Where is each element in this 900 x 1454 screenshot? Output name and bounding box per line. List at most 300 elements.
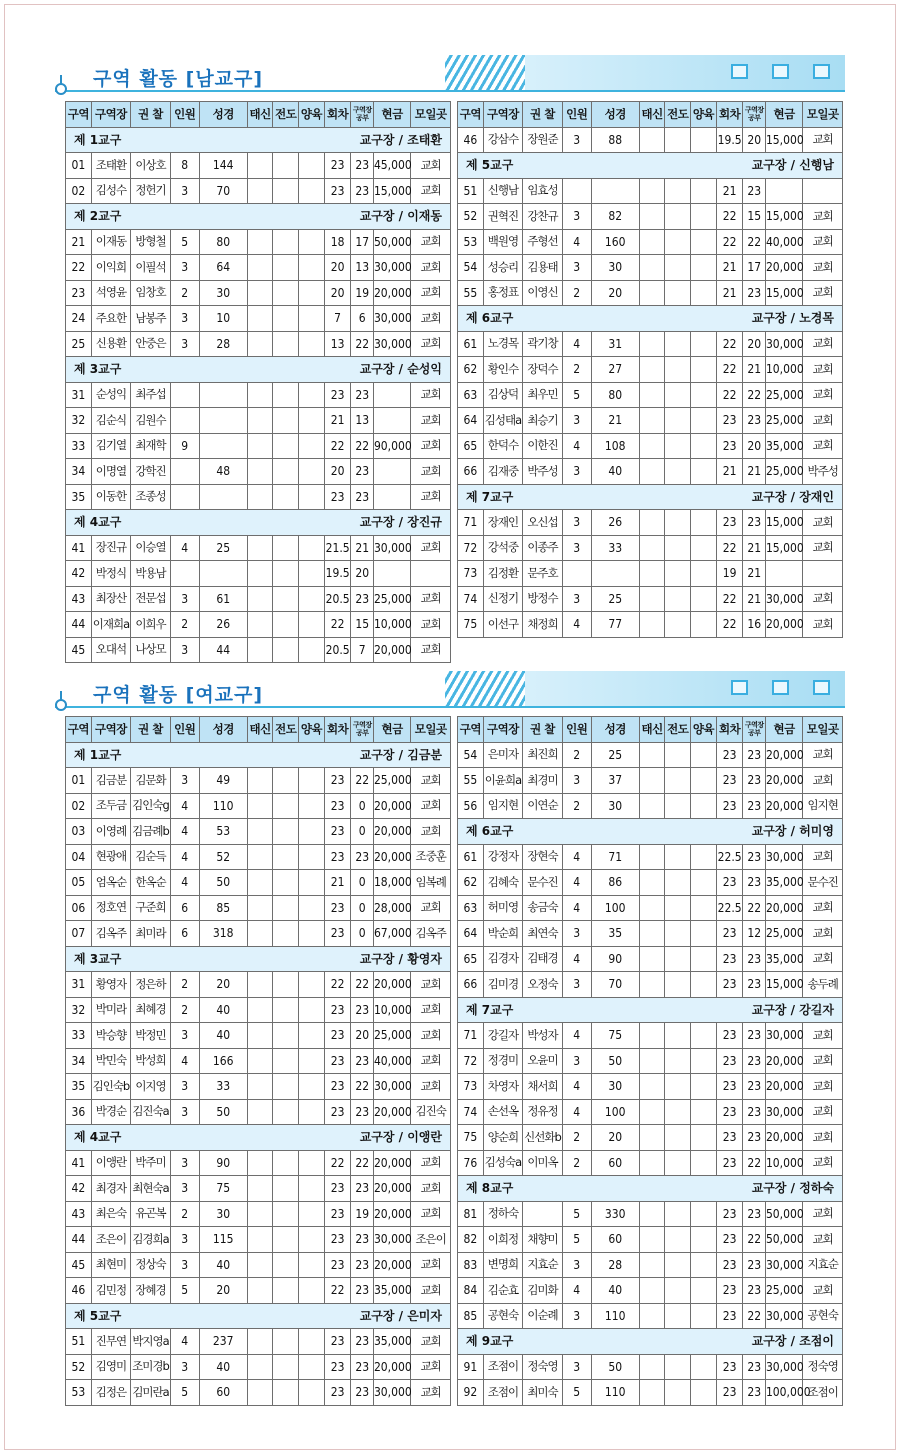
cell-newcomer (639, 1074, 665, 1100)
cell-offering: 10,000 (373, 997, 410, 1023)
cell-sessions: 22 (716, 357, 743, 383)
cell-assistant: 김원수 (131, 408, 171, 434)
group-title: 제 6교구 (466, 311, 514, 326)
cell-members: 4 (170, 1329, 199, 1355)
cell-newcomer (247, 997, 273, 1023)
cell-nurture (299, 306, 325, 332)
cell-leader: 오대석 (91, 637, 131, 663)
cell-members: 3 (170, 1099, 199, 1125)
cell-members: 3 (170, 1354, 199, 1380)
cell-sessions: 23 (716, 433, 743, 459)
cell-newcomer (639, 459, 665, 485)
cell-newcomer (247, 1048, 273, 1074)
cell-members: 3 (562, 972, 591, 998)
cell-district-no: 51 (458, 178, 484, 204)
group-title: 제 8교구 (466, 1181, 514, 1196)
cell-newcomer (247, 280, 273, 306)
cell-district-no: 66 (458, 972, 484, 998)
cell-newcomer (639, 510, 665, 536)
cell-nurture (691, 382, 717, 408)
group-row (66, 204, 451, 230)
table-row (458, 408, 843, 434)
cell-members (562, 561, 591, 587)
column-header-newcomer: 태신 (639, 102, 665, 128)
cell-meeting-place: 교회 (411, 178, 451, 204)
cell-study: 21 (351, 535, 373, 561)
column-header-evangelism: 전도 (273, 102, 299, 128)
cell-newcomer (639, 1303, 665, 1329)
cell-meeting-place: 교회 (803, 204, 843, 230)
cell-assistant: 구준희 (131, 895, 171, 921)
cell-district-no: 35 (66, 1074, 92, 1100)
table-row (458, 459, 843, 485)
cell-bible: 75 (199, 1176, 247, 1202)
cell-offering (373, 561, 410, 587)
cell-bible: 26 (199, 612, 247, 638)
cell-newcomer (639, 1125, 665, 1151)
cell-offering: 35,000 (765, 946, 802, 972)
cell-district-no: 32 (66, 408, 92, 434)
cell-nurture (299, 1227, 325, 1253)
cell-assistant: 곽기창 (523, 331, 563, 357)
cell-study: 13 (351, 408, 373, 434)
group-leader: 교구장 / 강길자 (751, 1002, 834, 1017)
cell-nurture (691, 1227, 717, 1253)
cell-members: 3 (170, 637, 199, 663)
cell-study: 6 (351, 306, 373, 332)
cell-evangelism (665, 510, 691, 536)
square-icon (731, 680, 748, 695)
table-row (66, 819, 451, 845)
cell-meeting-place: 교회 (803, 255, 843, 281)
table-row (66, 459, 451, 485)
cell-assistant: 김미란a (131, 1380, 171, 1406)
cell-newcomer (639, 870, 665, 896)
cell-members: 2 (562, 1150, 591, 1176)
cell-bible: 25 (591, 586, 639, 612)
cell-members: 3 (170, 1176, 199, 1202)
cell-members: 3 (170, 1227, 199, 1253)
cell-district-no: 56 (458, 793, 484, 819)
table-row (458, 1354, 843, 1380)
cell-evangelism (665, 972, 691, 998)
cell-study: 0 (351, 895, 373, 921)
cell-members: 5 (562, 1380, 591, 1406)
cell-offering: 20,000 (373, 1150, 410, 1176)
cell-sessions: 22 (324, 972, 351, 998)
cell-nurture (691, 895, 717, 921)
cell-bible: 20 (199, 1278, 247, 1304)
cell-district-no: 61 (458, 331, 484, 357)
cell-leader: 박순희 (483, 921, 523, 947)
cell-members: 5 (562, 1227, 591, 1253)
cell-evangelism (273, 1252, 299, 1278)
cell-newcomer (247, 1023, 273, 1049)
cell-bible: 20 (591, 280, 639, 306)
cell-members (170, 561, 199, 587)
table-row (66, 793, 451, 819)
column-header-evangelism: 전도 (665, 717, 691, 743)
cell-bible: 80 (199, 229, 247, 255)
cell-study: 22 (351, 433, 373, 459)
cell-bible: 44 (199, 637, 247, 663)
table-row (458, 1380, 843, 1406)
cell-offering: 25,000 (373, 1023, 410, 1049)
column-header-nurture: 양육 (299, 102, 325, 128)
cell-bible: 40 (199, 1252, 247, 1278)
cell-leader: 김재중 (483, 459, 523, 485)
table-row (458, 382, 843, 408)
cell-offering: 20,000 (373, 972, 410, 998)
cell-leader: 김민정 (91, 1278, 131, 1304)
cell-sessions: 22.5 (716, 844, 743, 870)
cell-study: 23 (351, 1176, 373, 1202)
cell-leader: 성승리 (483, 255, 523, 281)
cell-leader: 박민숙 (91, 1048, 131, 1074)
cell-offering: 20,000 (373, 1354, 410, 1380)
cell-assistant: 채정희 (523, 612, 563, 638)
cell-newcomer (247, 793, 273, 819)
table-row (66, 1329, 451, 1355)
cell-nurture (299, 844, 325, 870)
group-leader: 교구장 / 노경목 (751, 311, 834, 326)
group-title: 제 4교구 (74, 515, 122, 530)
cell-bible (591, 178, 639, 204)
column-header-district-no: 구역 (66, 102, 92, 128)
cell-assistant: 최진희 (523, 742, 563, 768)
column-header-bible: 성경 (199, 102, 247, 128)
cell-leader: 이윤희a (483, 768, 523, 794)
cell-district-no: 22 (66, 255, 92, 281)
cell-evangelism (273, 1150, 299, 1176)
cell-newcomer (247, 408, 273, 434)
cell-offering: 30,000 (373, 535, 410, 561)
group-leader: 교구장 / 장재인 (751, 489, 834, 504)
cell-evangelism (665, 895, 691, 921)
cell-district-no: 81 (458, 1201, 484, 1227)
group-label (66, 742, 451, 768)
cell-offering: 30,000 (373, 255, 410, 281)
cell-offering (373, 459, 410, 485)
group-title: 제 3교구 (74, 362, 122, 377)
table-row (66, 921, 451, 947)
cell-bible (591, 561, 639, 587)
cell-bible: 26 (591, 510, 639, 536)
cell-meeting-place: 교회 (411, 768, 451, 794)
cell-district-no: 34 (66, 1048, 92, 1074)
cell-newcomer (247, 459, 273, 485)
cell-bible: 40 (591, 1278, 639, 1304)
cell-members: 4 (562, 870, 591, 896)
cell-bible: 166 (199, 1048, 247, 1074)
cell-members: 3 (170, 1074, 199, 1100)
cell-nurture (299, 255, 325, 281)
cell-district-no: 74 (458, 586, 484, 612)
cell-bible: 30 (591, 793, 639, 819)
cell-nurture (691, 921, 717, 947)
cell-nurture (691, 1074, 717, 1100)
cell-bible: 10 (199, 306, 247, 332)
column-header-bible: 성경 (199, 717, 247, 743)
cell-nurture (691, 331, 717, 357)
cell-meeting-place: 교회 (803, 946, 843, 972)
cell-sessions: 20 (324, 255, 351, 281)
group-label (66, 357, 451, 383)
table-row (66, 331, 451, 357)
table-row (458, 768, 843, 794)
cell-evangelism (273, 382, 299, 408)
cell-study: 23 (351, 178, 373, 204)
cell-members (170, 484, 199, 510)
cell-newcomer (639, 433, 665, 459)
cell-leader: 김정환 (483, 561, 523, 587)
group-title: 제 2교구 (74, 209, 122, 224)
cell-offering: 20,000 (373, 1201, 410, 1227)
cell-bible: 20 (199, 972, 247, 998)
cell-nurture (691, 178, 717, 204)
cell-newcomer (639, 178, 665, 204)
cell-nurture (691, 1303, 717, 1329)
cell-nurture (691, 255, 717, 281)
cell-members: 3 (170, 1252, 199, 1278)
cell-sessions: 23 (716, 1303, 743, 1329)
cell-newcomer (247, 255, 273, 281)
cell-sessions: 18 (324, 229, 351, 255)
cell-nurture (691, 229, 717, 255)
table-row (458, 204, 843, 230)
cell-meeting-place: 교회 (411, 997, 451, 1023)
cell-newcomer (247, 561, 273, 587)
cell-offering: 10,000 (373, 612, 410, 638)
cell-meeting-place (803, 178, 843, 204)
cell-study: 15 (743, 204, 765, 230)
cell-study: 23 (743, 793, 765, 819)
cell-leader: 석영윤 (91, 280, 131, 306)
cell-assistant: 박성자 (523, 1023, 563, 1049)
bullet-circle-icon (55, 699, 67, 711)
cell-offering: 25,000 (765, 382, 802, 408)
cell-district-no: 73 (458, 561, 484, 587)
cell-assistant: 김미화 (523, 1278, 563, 1304)
cell-offering (373, 484, 410, 510)
group-leader: 교구장 / 조태환 (359, 132, 442, 147)
header-stripes (445, 671, 525, 706)
cell-district-no: 82 (458, 1227, 484, 1253)
cell-evangelism (665, 1125, 691, 1151)
cell-members: 3 (562, 535, 591, 561)
cell-bible: 77 (591, 612, 639, 638)
group-label (458, 819, 843, 845)
cell-offering: 20,000 (765, 793, 802, 819)
cell-offering: 20,000 (765, 895, 802, 921)
cell-bible: 50 (591, 1048, 639, 1074)
cell-district-no: 35 (66, 484, 92, 510)
cell-assistant: 이순례 (523, 1303, 563, 1329)
square-icon (772, 64, 789, 79)
cell-study: 23 (351, 1380, 373, 1406)
cell-evangelism (665, 1201, 691, 1227)
cell-members: 3 (562, 1354, 591, 1380)
column-header-leader: 구역장 (483, 102, 523, 128)
cell-bible: 33 (199, 1074, 247, 1100)
cell-sessions: 23 (716, 1380, 743, 1406)
group-title: 제 1교구 (74, 747, 122, 762)
cell-nurture (299, 459, 325, 485)
cell-newcomer (247, 1278, 273, 1304)
cell-offering: 10,000 (765, 357, 802, 383)
cell-meeting-place: 교회 (803, 433, 843, 459)
cell-nurture (299, 870, 325, 896)
cell-meeting-place: 송두례 (803, 972, 843, 998)
cell-district-no: 46 (458, 127, 484, 153)
cell-offering: 50,000 (373, 229, 410, 255)
cell-leader: 박경순 (91, 1099, 131, 1125)
cell-offering: 20,000 (765, 612, 802, 638)
cell-study: 22 (743, 1227, 765, 1253)
cell-evangelism (273, 844, 299, 870)
cell-study: 22 (351, 1150, 373, 1176)
cell-evangelism (273, 561, 299, 587)
cell-members: 4 (562, 612, 591, 638)
cell-nurture (299, 1278, 325, 1304)
cell-sessions: 23 (716, 1150, 743, 1176)
cell-bible: 31 (591, 331, 639, 357)
table-row (458, 1074, 843, 1100)
cell-newcomer (247, 153, 273, 179)
activity-table-women-left (65, 716, 451, 1406)
cell-newcomer (247, 382, 273, 408)
cell-district-no: 41 (66, 1150, 92, 1176)
cell-bible: 330 (591, 1201, 639, 1227)
cell-offering: 20,000 (373, 280, 410, 306)
cell-evangelism (665, 793, 691, 819)
cell-meeting-place: 정숙영 (803, 1354, 843, 1380)
cell-evangelism (665, 1252, 691, 1278)
cell-study: 20 (351, 561, 373, 587)
table-row (458, 921, 843, 947)
cell-leader: 정하숙 (483, 1201, 523, 1227)
group-label (458, 1176, 843, 1202)
cell-meeting-place: 교회 (411, 895, 451, 921)
cell-nurture (691, 742, 717, 768)
cell-newcomer (247, 895, 273, 921)
table-row (458, 742, 843, 768)
cell-study: 23 (743, 870, 765, 896)
table-row (458, 1023, 843, 1049)
cell-bible: 30 (199, 280, 247, 306)
cell-offering: 18,000 (373, 870, 410, 896)
cell-district-no: 53 (458, 229, 484, 255)
cell-sessions: 23 (324, 997, 351, 1023)
cell-study: 13 (351, 255, 373, 281)
cell-members: 3 (562, 1048, 591, 1074)
cell-district-no: 44 (66, 1227, 92, 1253)
cell-members: 4 (562, 1099, 591, 1125)
cell-district-no: 76 (458, 1150, 484, 1176)
cell-assistant: 나상모 (131, 637, 171, 663)
cell-nurture (691, 612, 717, 638)
cell-nurture (299, 1176, 325, 1202)
cell-members: 3 (562, 921, 591, 947)
cell-nurture (691, 459, 717, 485)
cell-sessions: 23 (324, 1252, 351, 1278)
cell-assistant: 이승열 (131, 535, 171, 561)
cell-evangelism (273, 819, 299, 845)
cell-meeting-place: 교회 (411, 1074, 451, 1100)
cell-bible: 86 (591, 870, 639, 896)
cell-sessions: 22 (324, 612, 351, 638)
cell-newcomer (247, 331, 273, 357)
column-header-study: 구역장 공부 (743, 102, 765, 128)
cell-meeting-place: 지효순 (803, 1252, 843, 1278)
cell-sessions: 21 (324, 870, 351, 896)
cell-assistant: 장덕수 (523, 357, 563, 383)
cell-bible: 30 (591, 255, 639, 281)
cell-bible: 160 (591, 229, 639, 255)
cell-sessions: 23 (324, 1023, 351, 1049)
table-row (458, 1125, 843, 1151)
cell-district-no: 44 (66, 612, 92, 638)
cell-assistant: 박정민 (131, 1023, 171, 1049)
cell-newcomer (639, 382, 665, 408)
cell-nurture (691, 1099, 717, 1125)
table-row (458, 1227, 843, 1253)
cell-members: 4 (562, 844, 591, 870)
cell-offering: 30,000 (373, 1074, 410, 1100)
table-row (66, 895, 451, 921)
cell-meeting-place: 교회 (411, 331, 451, 357)
cell-district-no: 62 (458, 870, 484, 896)
group-row (458, 1329, 843, 1355)
cell-evangelism (665, 229, 691, 255)
cell-leader: 조점이 (483, 1354, 523, 1380)
cell-leader: 이영례 (91, 819, 131, 845)
cell-assistant: 김문화 (131, 768, 171, 794)
cell-offering: 20,000 (765, 768, 802, 794)
cell-sessions: 23 (324, 793, 351, 819)
cell-meeting-place: 교회 (411, 1150, 451, 1176)
cell-evangelism (273, 793, 299, 819)
table-row (66, 997, 451, 1023)
table-row (66, 768, 451, 794)
cell-leader: 이명열 (91, 459, 131, 485)
cell-sessions: 20 (324, 280, 351, 306)
cell-offering: 45,000 (373, 153, 410, 179)
cell-leader: 김경자 (483, 946, 523, 972)
cell-evangelism (665, 1278, 691, 1304)
cell-study: 23 (743, 1252, 765, 1278)
cell-offering: 30,000 (373, 1227, 410, 1253)
cell-members (170, 408, 199, 434)
cell-assistant: 김진숙a (131, 1099, 171, 1125)
cell-bible: 37 (591, 768, 639, 794)
cell-newcomer (247, 484, 273, 510)
cell-assistant: 주형선 (523, 229, 563, 255)
cell-sessions: 23 (716, 793, 743, 819)
cell-newcomer (247, 844, 273, 870)
cell-nurture (691, 1125, 717, 1151)
column-header-study: 구역장 공부 (351, 102, 373, 128)
cell-assistant: 남봉주 (131, 306, 171, 332)
cell-newcomer (639, 921, 665, 947)
table-row (458, 586, 843, 612)
cell-newcomer (247, 229, 273, 255)
cell-assistant: 방형철 (131, 229, 171, 255)
cell-nurture (691, 793, 717, 819)
cell-meeting-place: 교회 (411, 255, 451, 281)
cell-nurture (299, 433, 325, 459)
cell-assistant: 장혜경 (131, 1278, 171, 1304)
